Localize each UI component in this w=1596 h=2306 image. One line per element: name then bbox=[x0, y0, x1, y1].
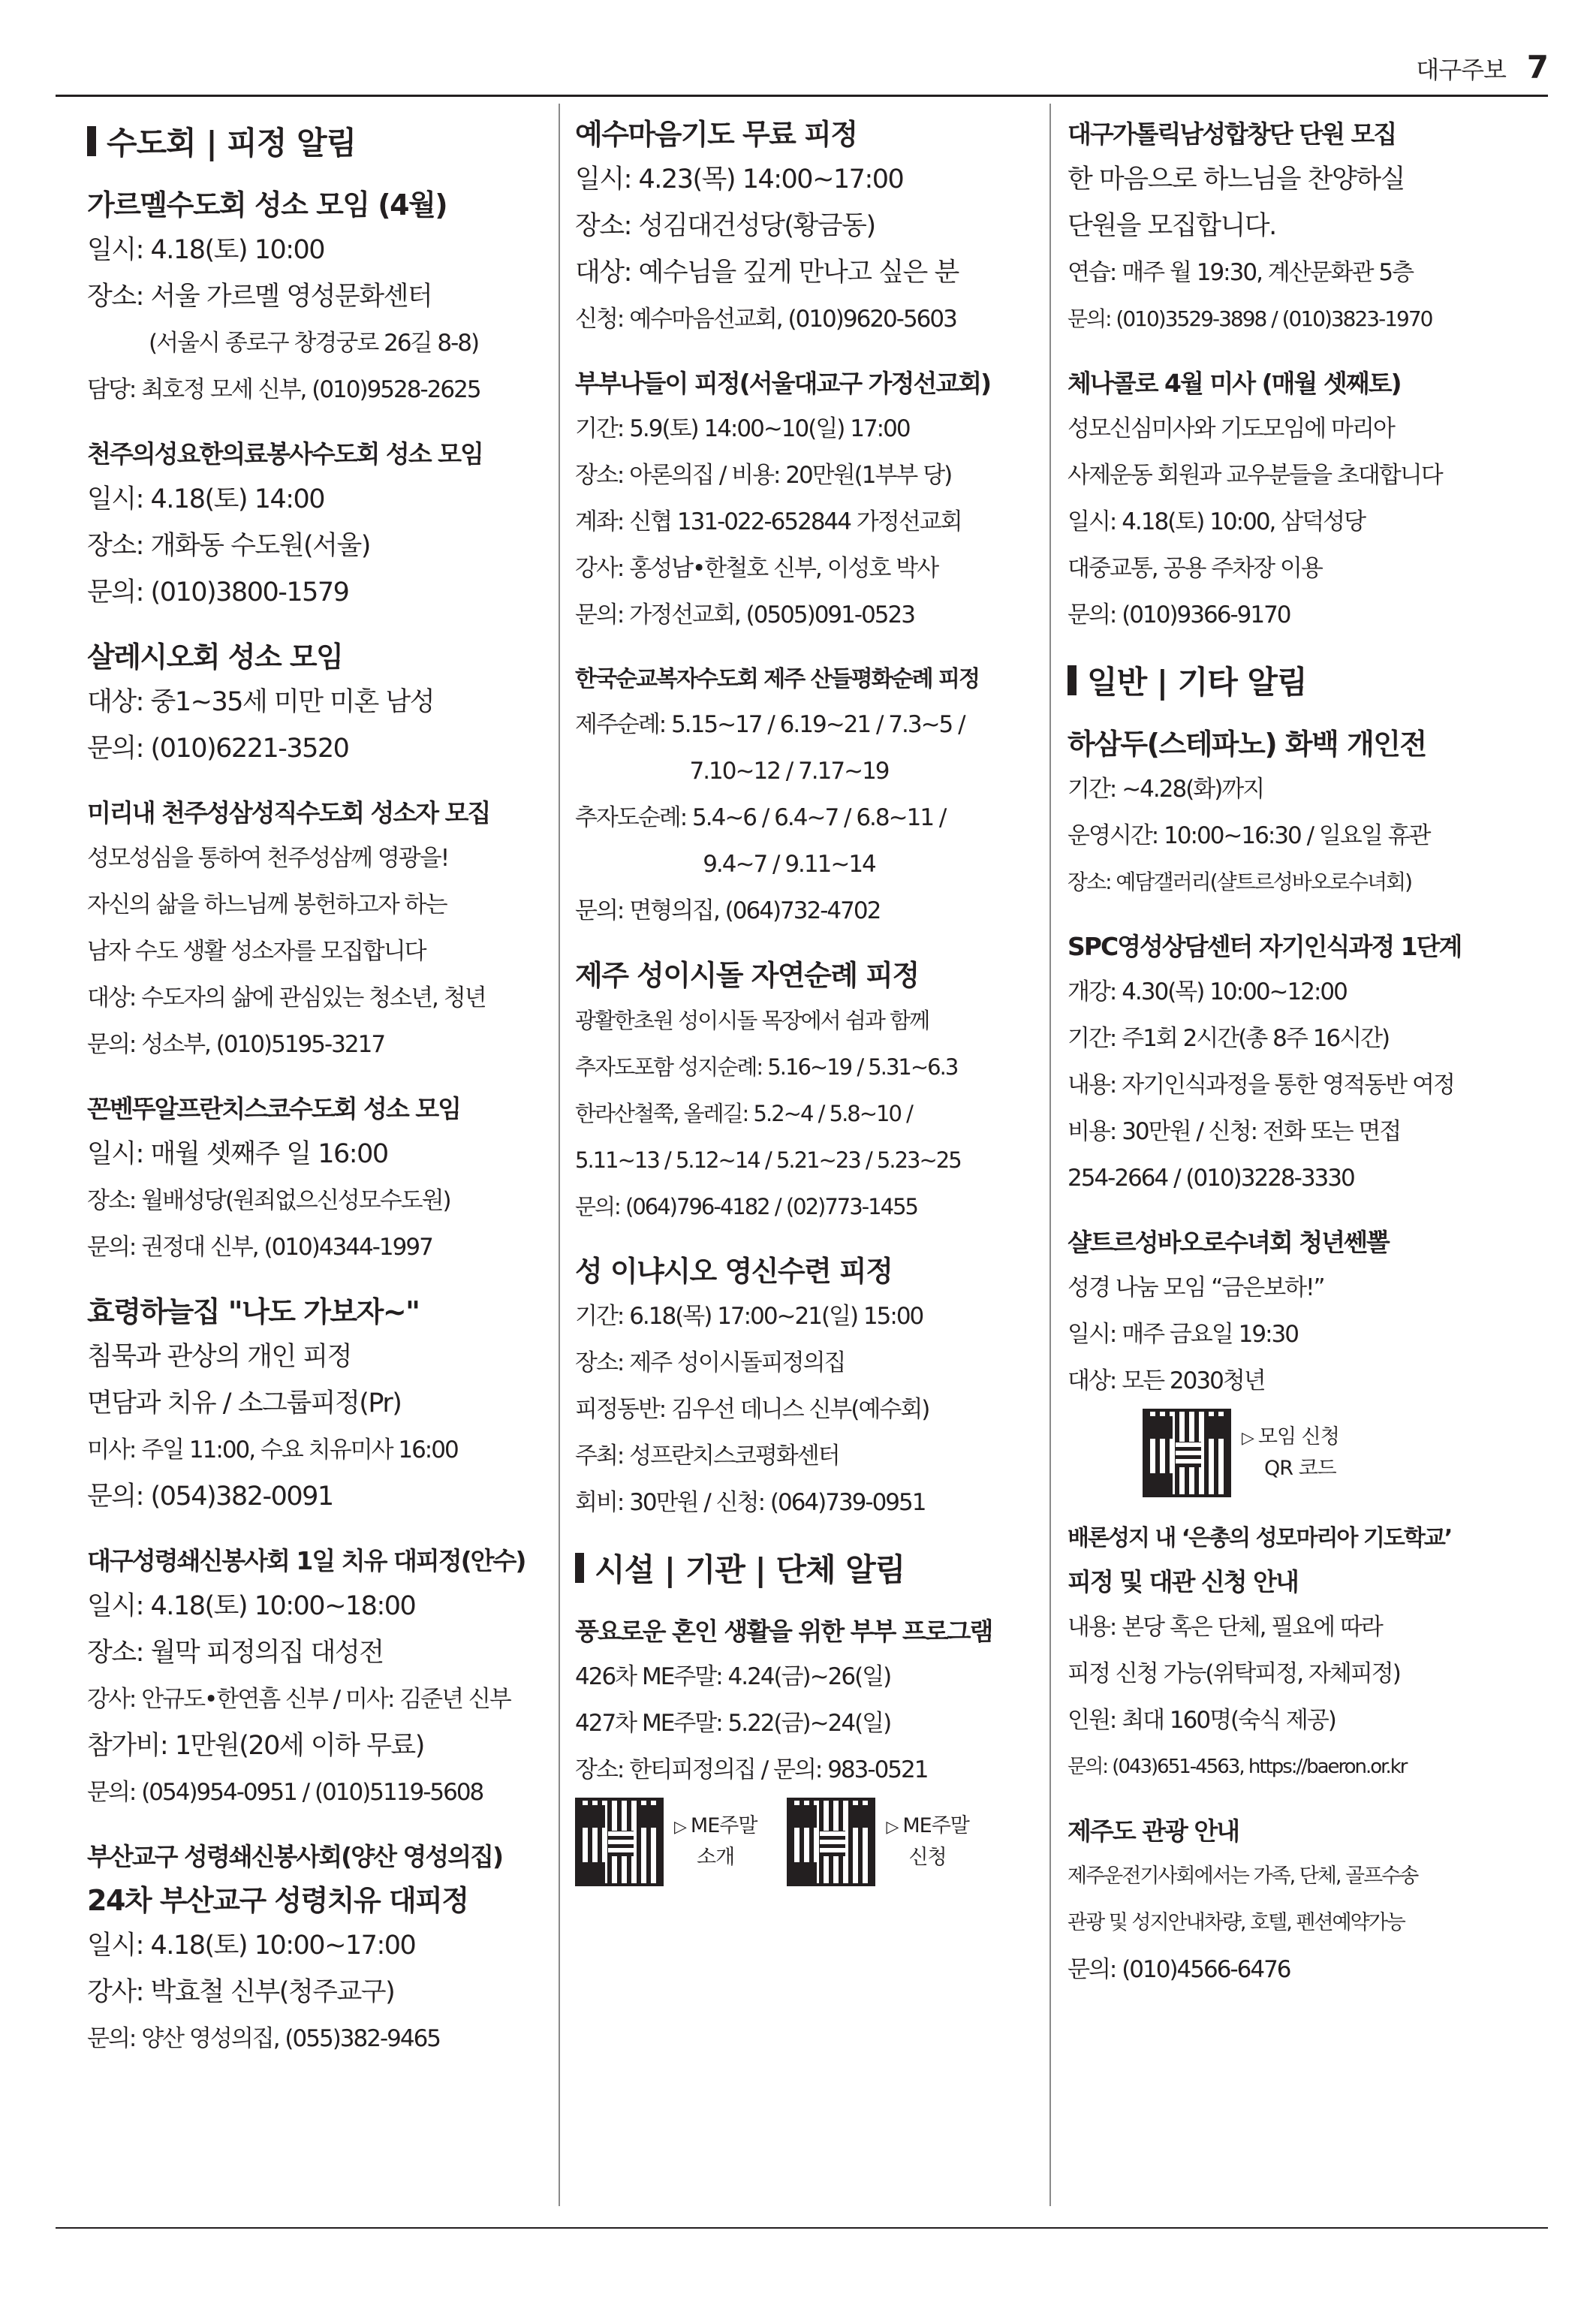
event-title: 대구가톨릭남성합창단 단원 모집 bbox=[1068, 119, 1396, 149]
event-title: 배론성지 내 ‘은총의 성모마리아 기도학교’ bbox=[1068, 1525, 1452, 1551]
event-item bbox=[1068, 362, 1533, 638]
event-line: 내용: 자기인식과정을 통한 영적동반 여정 bbox=[1068, 1072, 1454, 1099]
event-item bbox=[87, 791, 545, 1068]
event-line: 피정 신청 가능(위탁피정, 자체피정) bbox=[1068, 1660, 1400, 1687]
event-line: 장소: 예담갤러리(샬트르성바오로수녀회) bbox=[1068, 870, 1411, 894]
event-item bbox=[1068, 925, 1533, 1201]
event-line: 장소: 서울 가르멜 영성문화센터 bbox=[87, 282, 432, 312]
event-item bbox=[87, 1539, 545, 1816]
event-title: 샬트르성바오로수녀회 청년쎈뽈 bbox=[1068, 1228, 1389, 1257]
event-item bbox=[1068, 113, 1533, 342]
event-line: 한 마음으로 하느님을 찬양하실 bbox=[1068, 164, 1405, 194]
qr-caption: ▷ ME주말 신청 bbox=[886, 1814, 969, 1869]
publication-name: 대구주보 bbox=[1416, 56, 1506, 84]
event-line: 문의: (064)796-4182 / (02)773-1455 bbox=[575, 1194, 917, 1219]
event-item bbox=[87, 1087, 545, 1271]
event-line: 기간: ~4.28(화)까지 bbox=[1068, 776, 1264, 803]
event-line: 대상: 예수님을 깊게 만나고 싶은 분 bbox=[575, 258, 959, 288]
event-line: 참가비: 1만원(20세 이하 무료) bbox=[87, 1731, 424, 1761]
event-item bbox=[575, 954, 1033, 1230]
event-line: 제주순례: 5.15~17 / 6.19~21 / 7.3~5 / bbox=[575, 711, 965, 738]
event-line: 장소: 개화동 수도원(서울) bbox=[87, 531, 370, 561]
page-title bbox=[1416, 49, 1548, 86]
event-line: 연습: 매주 월 19:30, 계산문화관 5층 bbox=[1068, 259, 1414, 286]
event-line: 문의: 면형의집, (064)732-4702 bbox=[575, 897, 881, 924]
category-bar bbox=[87, 126, 96, 156]
qr-caption: ▷ ME주말 소개 bbox=[674, 1814, 757, 1869]
event-line: 7.10~12 / 7.17~19 bbox=[689, 758, 889, 785]
event-line: 장소: 성김대건성당(황금동) bbox=[575, 211, 875, 241]
column-1 bbox=[87, 113, 545, 2081]
event-title: 체나콜로 4월 미사 (매월 셋째토) bbox=[1068, 369, 1401, 398]
event-subtitle: 24차 부산교구 성령치유 대피정 bbox=[87, 1884, 468, 1917]
event-line: 문의: (054)382-0091 bbox=[87, 1482, 333, 1512]
event-line: 사제운동 회원과 교우분들을 초대합니다 bbox=[1068, 462, 1442, 489]
event-line: 기간: 6.18(목) 17:00~21(일) 15:00 bbox=[575, 1303, 923, 1330]
column-divider bbox=[559, 104, 560, 2206]
event-line: 개강: 4.30(목) 10:00~12:00 bbox=[1068, 978, 1347, 1005]
event-item bbox=[1068, 1221, 1533, 1497]
event-line: 면담과 치유 / 소그룹피정(Pr) bbox=[87, 1388, 402, 1418]
event-line: 신청: 예수마음선교회, (010)9620-5603 bbox=[575, 306, 956, 333]
event-item bbox=[87, 1290, 545, 1520]
event-title: 부산교구 성령쇄신봉사회(양산 영성의집) bbox=[87, 1842, 503, 1871]
event-line: 문의: (010)6221-3520 bbox=[87, 734, 349, 764]
event-title: 한국순교복자수도회 제주 산들평화순례 피정 bbox=[575, 666, 979, 692]
event-line: 일시: 4.18(토) 14:00 bbox=[87, 484, 325, 514]
event-line: 강사: 박효철 신부(청주교구) bbox=[87, 1977, 395, 2007]
event-item bbox=[1068, 1810, 1533, 1993]
event-line: 광활한초원 성이시돌 목장에서 쉼과 함께 bbox=[575, 1008, 929, 1033]
event-line: 강사: 홍성남•한철호 신부, 이성호 박사 bbox=[575, 555, 938, 582]
event-subtitle: 피정 및 대관 신청 안내 bbox=[1068, 1567, 1298, 1596]
event-title: 살레시오회 성소 모임 bbox=[87, 641, 343, 674]
event-line: 문의: 성소부, (010)5195-3217 bbox=[87, 1031, 385, 1058]
event-line: 문의: (010)3800-1579 bbox=[87, 577, 349, 607]
event-line: 추자도순례: 5.4~6 / 6.4~7 / 6.8~11 / bbox=[575, 804, 946, 831]
event-title: 효령하늘집 "나도 가보자~" bbox=[87, 1295, 420, 1328]
qr-caption: ▷ 모임 신청 QR 코드 bbox=[1242, 1425, 1339, 1480]
event-line: 담당: 최호정 모세 신부, (010)9528-2625 bbox=[87, 376, 480, 403]
event-line: 한라산철쭉, 올레길: 5.2~4 / 5.8~10 / bbox=[575, 1101, 912, 1126]
event-line: 비용: 30만원 / 신청: 전화 또는 면접 bbox=[1068, 1118, 1401, 1145]
event-line: 계좌: 신협 131-022-652844 가정선교회 bbox=[575, 508, 962, 535]
event-line: 일시: 4.18(토) 10:00~17:00 bbox=[87, 1931, 416, 1961]
play-arrow-icon: ▷ bbox=[1242, 1429, 1254, 1448]
event-title: 부부나들이 피정(서울대교구 가정선교회) bbox=[575, 369, 991, 398]
category-heading: 시설 | 기관 | 단체 알림 bbox=[575, 1545, 1033, 1590]
event-line: 9.4~7 / 9.11~14 bbox=[703, 851, 875, 878]
event-line: 대상: 수도자의 삶에 관심있는 청소년, 청년 bbox=[87, 984, 486, 1011]
event-title: 꼰벤뚜알프란치스코수도회 성소 모임 bbox=[87, 1094, 461, 1123]
event-line: 성경 나눔 모임 “금은보하!” bbox=[1068, 1274, 1324, 1301]
event-line: 문의: (043)651-4563, https://baeron.or.kr bbox=[1068, 1756, 1407, 1778]
event-line: 대상: 모든 2030청년 bbox=[1068, 1367, 1265, 1394]
event-line: 인원: 최대 160명(숙식 제공) bbox=[1068, 1707, 1336, 1734]
event-line: 회비: 30만원 / 신청: (064)739-0951 bbox=[575, 1489, 926, 1516]
category-bar bbox=[1068, 665, 1077, 695]
event-title: 대구성령쇄신봉사회 1일 치유 대피정(안수) bbox=[87, 1546, 525, 1575]
event-line: 단원을 모집합니다. bbox=[1068, 211, 1276, 241]
event-line: 침묵과 관상의 개인 피정 bbox=[87, 1342, 351, 1372]
event-item bbox=[575, 1249, 1033, 1526]
event-title: 가르멜수도회 성소 모임 (4월) bbox=[87, 188, 447, 222]
event-line: 장소: 월배성당(원죄없으신성모수도원) bbox=[87, 1187, 450, 1214]
qr-row bbox=[1068, 1409, 1533, 1497]
event-line: 일시: 4.18(토) 10:00 bbox=[87, 235, 325, 265]
category-heading: 일반 | 기타 알림 bbox=[1068, 658, 1533, 703]
event-line: 기간: 5.9(토) 14:00~10(일) 17:00 bbox=[575, 415, 910, 442]
event-line: 대중교통, 공용 주차장 이용 bbox=[1068, 555, 1322, 582]
column-3 bbox=[1068, 113, 1533, 2012]
event-line: 일시: 4.23(목) 14:00~17:00 bbox=[575, 164, 904, 194]
qr-code-me-apply[interactable] bbox=[787, 1798, 875, 1886]
event-item bbox=[87, 183, 545, 413]
event-line: 미사: 주일 11:00, 수요 치유미사 16:00 bbox=[87, 1436, 458, 1463]
event-title: 제주도 관광 안내 bbox=[1068, 1816, 1239, 1846]
event-line: 5.11~13 / 5.12~14 / 5.21~23 / 5.23~25 bbox=[575, 1147, 961, 1173]
event-line: 대상: 중1~35세 미만 미혼 남성 bbox=[87, 687, 435, 717]
event-line: 문의: 양산 영성의집, (055)382-9465 bbox=[87, 2025, 441, 2052]
event-item bbox=[87, 635, 545, 772]
event-item bbox=[575, 658, 1033, 934]
qr-row bbox=[575, 1798, 1033, 1886]
event-line: 문의: (010)3529-3898 / (010)3823-1970 bbox=[1068, 306, 1432, 331]
event-line: 피정동반: 김우선 데니스 신부(예수회) bbox=[575, 1396, 929, 1423]
event-line: 운영시간: 10:00~16:30 / 일요일 휴관 bbox=[1068, 822, 1430, 849]
event-line: 기간: 주1회 2시간(총 8주 16시간) bbox=[1068, 1025, 1390, 1052]
qr-code-me-intro[interactable] bbox=[575, 1798, 664, 1886]
event-line: 일시: 매주 금요일 19:30 bbox=[1068, 1321, 1298, 1348]
qr-code-meeting-apply[interactable] bbox=[1143, 1409, 1231, 1497]
event-line: 427차 ME주말: 5.22(금)~24(일) bbox=[575, 1710, 891, 1737]
event-item bbox=[575, 1610, 1033, 1886]
event-line: 일시: 4.18(토) 10:00, 삼덕성당 bbox=[1068, 508, 1366, 535]
event-line: 자신의 삶을 하느님께 봉헌하고자 하는 bbox=[87, 891, 447, 918]
event-line: (서울시 종로구 창경궁로 26길 8-8) bbox=[149, 330, 479, 357]
event-line: 관광 및 성지안내차량, 호텔, 펜션예약가능 bbox=[1068, 1911, 1405, 1934]
page-number: 7 bbox=[1526, 49, 1548, 86]
event-line: 추자도포함 성지순례: 5.16~19 / 5.31~6.3 bbox=[575, 1054, 958, 1080]
play-arrow-icon: ▷ bbox=[674, 1818, 686, 1837]
play-arrow-icon: ▷ bbox=[886, 1818, 899, 1837]
event-line: 문의: (054)954-0951 / (010)5119-5608 bbox=[87, 1779, 483, 1806]
event-line: 제주운전기사회에서는 가족, 단체, 골프수송 bbox=[1068, 1864, 1418, 1888]
event-line: 문의: 권정대 신부, (010)4344-1997 bbox=[87, 1234, 432, 1261]
column-divider bbox=[1049, 104, 1051, 2206]
event-line: 성모신심미사와 기도모임에 마리아 bbox=[1068, 415, 1394, 442]
event-title: 하삼두(스테파노) 화백 개인전 bbox=[1068, 728, 1426, 761]
category-heading: 수도회 | 피정 알림 bbox=[87, 119, 545, 164]
event-line: 내용: 본당 혹은 단체, 필요에 따라 bbox=[1068, 1614, 1382, 1641]
event-line: 장소: 제주 성이시돌피정의집 bbox=[575, 1349, 845, 1376]
event-item bbox=[1068, 722, 1533, 906]
event-line: 장소: 아론의집 / 비용: 20만원(1부부 당) bbox=[575, 462, 952, 489]
event-item bbox=[1068, 1517, 1533, 1790]
event-line: 강사: 안규도•한연흠 신부 / 미사: 김준년 신부 bbox=[87, 1686, 510, 1713]
event-line: 주최: 성프란치스코평화센터 bbox=[575, 1442, 839, 1470]
event-title: 풍요로운 혼인 생활을 위한 부부 프로그램 bbox=[575, 1617, 992, 1646]
category-bar bbox=[575, 1553, 584, 1583]
event-line: 일시: 매월 셋째주 일 16:00 bbox=[87, 1139, 388, 1169]
event-line: 남자 수도 생활 성소자를 모집합니다 bbox=[87, 938, 426, 965]
page-header bbox=[56, 38, 1548, 97]
footer-rule bbox=[56, 2227, 1548, 2229]
event-title: 성 이냐시오 영신수련 피정 bbox=[575, 1255, 893, 1288]
event-line: 장소: 월막 피정의집 대성전 bbox=[87, 1638, 384, 1668]
event-line: 성모성심을 통하여 천주성삼께 영광을! bbox=[87, 845, 449, 872]
event-line: 426차 ME주말: 4.24(금)~26(일) bbox=[575, 1663, 891, 1690]
event-item bbox=[575, 362, 1033, 638]
event-item bbox=[87, 433, 545, 616]
event-line: 254-2664 / (010)3228-3330 bbox=[1068, 1165, 1354, 1192]
event-item bbox=[575, 113, 1033, 342]
event-line: 장소: 한티피정의집 / 문의: 983-0521 bbox=[575, 1756, 928, 1783]
event-line: 일시: 4.18(토) 10:00~18:00 bbox=[87, 1591, 416, 1621]
event-title: 미리내 천주성삼성직수도회 성소자 모집 bbox=[87, 798, 490, 827]
event-title: SPC영성상담센터 자기인식과정 1단계 bbox=[1068, 932, 1462, 961]
event-item bbox=[87, 1835, 545, 2062]
event-line: 문의: (010)9366-9170 bbox=[1068, 601, 1290, 628]
event-line: 문의: 가정선교회, (0505)091-0523 bbox=[575, 601, 914, 628]
event-title: 제주 성이시돌 자연순례 피정 bbox=[575, 959, 919, 992]
column-2 bbox=[575, 113, 1033, 1906]
event-title: 예수마음기도 무료 피정 bbox=[575, 118, 857, 151]
event-title: 천주의성요한의료봉사수도회 성소 모임 bbox=[87, 439, 483, 469]
event-line: 문의: (010)4566-6476 bbox=[1068, 1956, 1290, 1983]
